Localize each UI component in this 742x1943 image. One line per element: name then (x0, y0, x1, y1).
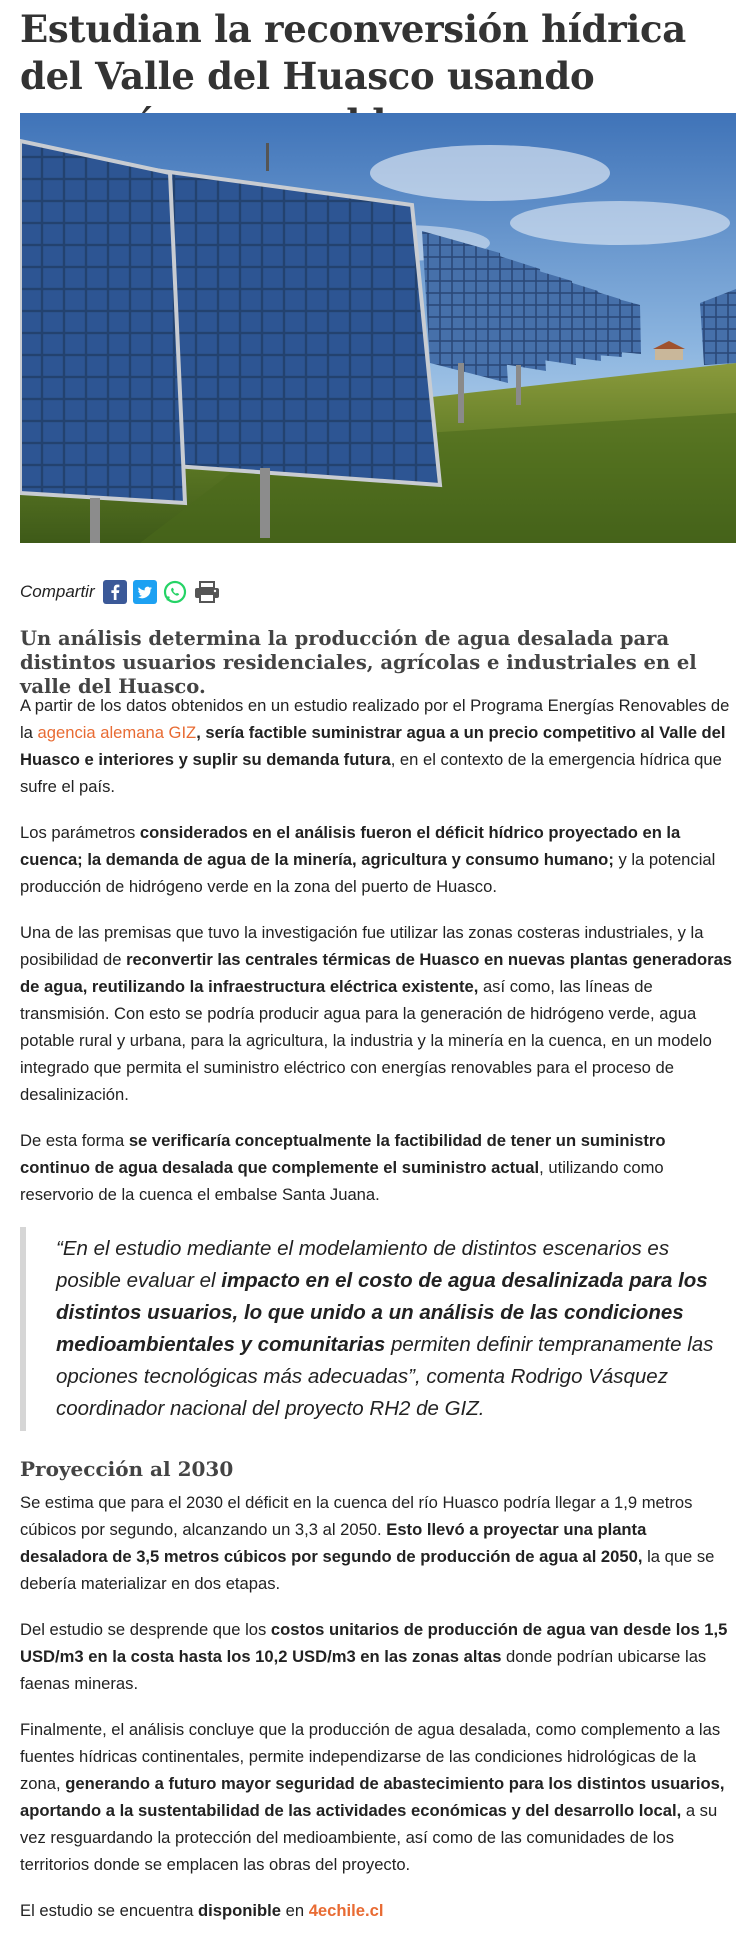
text: a su vez resguardando la protección del medioambiente, así como de las comunidades de los territorios donde se emplacen las obras del proyecto. (20, 1801, 718, 1874)
text: permiten definir tempranamente las opciones tecnológicas más adecuadas”, comenta Rodrigo Vásquez coordinador nacional del proyecto RH2 de GIZ. (56, 1333, 714, 1420)
twitter-icon[interactable] (133, 580, 157, 604)
giz-link[interactable]: agencia alemana GIZ (37, 723, 197, 742)
bold-text: disponible (198, 1901, 282, 1920)
text: , utilizando como reservorio de la cuenca el embalse Santa Juana. (20, 1158, 664, 1204)
text: Una de las premisas que tuvo la investigación fue utilizar las zonas costeras industriales, y la posibilidad de (20, 923, 704, 969)
text: Finalmente, el análisis concluye que la producción de agua desalada, como complemento a las fuentes hídricas continentales, permite independizarse de las condiciones hidrológicas de la zona, (20, 1720, 721, 1793)
bold-text: Esto llevó a proyectar una planta desaladora de 3,5 metros cúbicos por segundo de producción de agua al 2050, (20, 1520, 647, 1566)
hero-image-solar-panels (20, 113, 736, 543)
share-label: Compartir (20, 582, 95, 601)
bold-text: impacto en el costo de agua desalinizada para los distintos usuarios, lo que unido a un análisis de las condiciones medioambientales y comunitarias (56, 1269, 708, 1356)
text: Los parámetros (20, 823, 136, 842)
article-title: Estudian la reconversión hídrica del Valle del Huasco usando (20, 7, 686, 98)
article-lead: Un análisis determina la producción de agua desalada para distintos usuarios residenciales, agrícolas e industriales en el valle del Huasco. (20, 627, 697, 698)
text: El estudio se encuentra (20, 1901, 199, 1920)
text: así como, las líneas de transmisión. Con esto se podría producir agua para la generación de hidrógeno verde, agua potable rural y urbana, para la agricultura, la industria y la minería en la cuenca, en un modelo integrado que permita el suministro eléctrico con energías renovables para el proceso de desalinización. (20, 977, 712, 1104)
text: “En el estudio mediante el modelamiento de distintos escenarios es posible evaluar el (56, 1237, 670, 1292)
bold-text: costos unitarios de producción de agua van desde los 1,5 USD/m3 en la costa hasta los 10,2 USD/m3 en las zonas altas (20, 1620, 728, 1666)
bold-text: generando a futuro mayor seguridad de abastecimiento para los distintos usuarios, aportando a la sustentabilidad de las actividades económicas y del desarrollo local, (20, 1774, 725, 1820)
paragraph-2 (20, 819, 736, 900)
paragraph-7 (20, 1716, 736, 1878)
text: donde podrían ubicarse las faenas mineras. (20, 1647, 707, 1693)
text: , en el contexto de la emergencia hídrica que sufre el país. (20, 750, 722, 796)
text: A partir de los datos obtenidos en un estudio realizado por el Programa Energías Renovables de la (20, 696, 730, 742)
subheading: Proyección al 2030 (20, 1457, 234, 1481)
text: Del estudio se desprende que los (20, 1620, 271, 1639)
article (20, 0, 736, 1920)
paragraph-8 (20, 1897, 736, 1924)
paragraph-1 (20, 692, 736, 800)
article-body (20, 692, 736, 1943)
text: Se estima que para el 2030 el déficit en la cuenca del río Huasco podría llegar a 1,9 metros cúbicos por segundo, alcanzando un 3,3 al 2050. (20, 1493, 693, 1539)
text: en (281, 1901, 309, 1920)
bold-text: reconvertir las centrales térmicas de Huasco en nuevas plantas generadoras de agua, reutilizando la infraestructura eléctrica existente, (20, 950, 733, 996)
bold-text: considerados en el análisis fueron el déficit hídrico proyectado en la cuenca; la demanda de agua de la minería, agricultura y consumo humano; (20, 823, 681, 869)
print-icon[interactable] (193, 580, 221, 604)
text: la que se debería materializar en dos etapas. (20, 1547, 715, 1593)
paragraph-5 (20, 1489, 736, 1597)
pull-quote (20, 1227, 736, 1431)
paragraph-6 (20, 1616, 736, 1697)
bold-text: se verificaría conceptualmente la factibilidad de tener un suministro continuo de agua desalada que complemente el suministro actual (20, 1131, 666, 1177)
paragraph-4 (20, 1127, 736, 1208)
facebook-icon[interactable] (103, 580, 127, 604)
4echile-link[interactable]: 4echile.cl (308, 1901, 384, 1920)
whatsapp-icon[interactable] (163, 580, 187, 604)
bold-text: , sería factible suministrar agua a un precio competitivo al Valle del Huasco e interiores y suplir su demanda futura (20, 723, 726, 769)
text: y la potencial producción de hidrógeno verde en la zona del puerto de Huasco. (20, 850, 716, 896)
paragraph-3 (20, 919, 736, 1108)
text: De esta forma (20, 1131, 129, 1150)
share-bar (20, 578, 227, 606)
